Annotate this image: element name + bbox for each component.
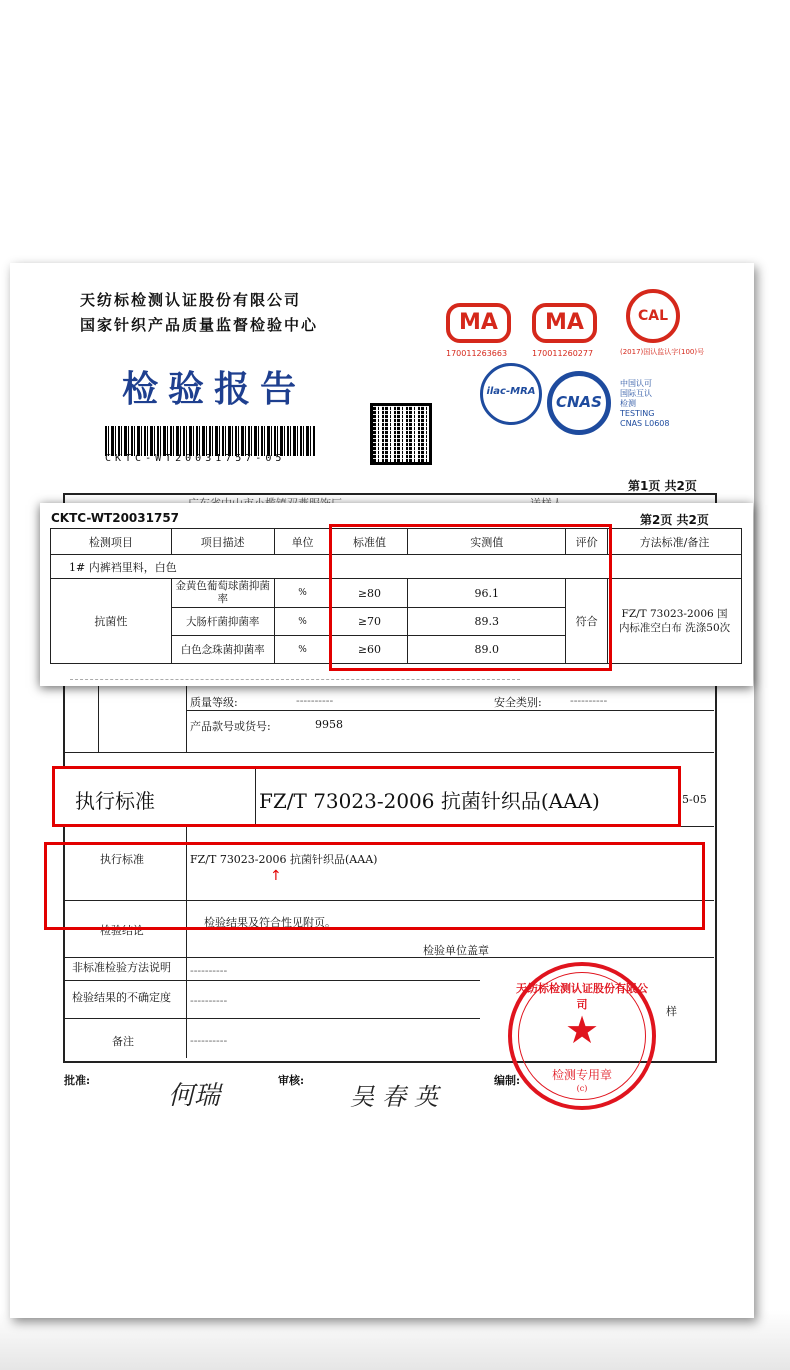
standard-value: FZ/T 73023-2006 抗菌针织品(AAA) [190,853,378,866]
unit-cell: % [274,579,331,608]
safety-label: 安全类别: [494,696,542,709]
qr-code [370,403,432,465]
seal-bottom-text: 检测专用章 [551,1068,612,1082]
divider [64,980,480,981]
quality-grade-value: ---------- [296,694,334,707]
header-cell: 方法标准/备注 [608,529,742,555]
model-label: 产品款号或货号: [190,720,271,733]
model-value: 9958 [315,718,343,731]
sample-line: 1# 内裤裆里料，白色 [51,555,742,579]
standard-cell: ≥80 [331,579,408,608]
cnas-text-line: 国际互认 [620,389,652,398]
cnas-text-line: 检测 [620,399,636,408]
zoomed-standard-value: FZ/T 73023-2006 抗菌针织品(AAA) [259,789,600,813]
method-cell: FZ/T 73023-2006 国内标准空白布 洗涤50次 [608,579,742,664]
divider [98,686,99,752]
right-partial: 5-05 [682,793,707,806]
approver-signature: 何瑞 [168,1081,221,1111]
conclusion-label: 检验结论 [100,924,144,937]
org-name-line2: 国家针织产品质量监督检验中心 [80,316,319,334]
unit-cell: % [274,636,331,664]
star-icon: ★ [564,1008,600,1052]
cnas-logo [547,371,611,435]
standard-row-highlight [44,842,705,930]
review-label: 审核: [278,1074,305,1087]
ilac-logo [480,363,542,425]
cal-number: (2017)国认监认字(100)号 [620,348,705,356]
page-bottom-shade [0,1310,790,1370]
cma-logo-1 [446,303,511,358]
cma-mark-icon: MA [532,303,597,343]
official-seal [508,962,656,1110]
seal-text: 天纺标检测认证股份有限公司 [516,982,648,1011]
quality-grade-label: 质量等级: [190,696,238,709]
results-page-overlay [40,503,753,686]
remarks-value: ---------- [190,1034,228,1047]
header-cell: 评价 [566,529,608,555]
divider [186,710,714,711]
dashed-separator [70,679,520,680]
value-cell: 96.1 [408,579,566,608]
reviewer-signature: 吴春英 [350,1083,446,1111]
cma-logo-2 [532,303,597,358]
uncertainty-value: ---------- [190,994,228,1007]
cal-logo [620,289,705,357]
desc-cell: 金黄色葡萄球菌抑菌率 [171,579,274,608]
cma-number: 170011263663 [446,349,508,358]
cma-number: 170011260277 [532,349,594,358]
barcode [105,426,315,456]
evaluation-cell: 符合 [566,579,608,664]
zoomed-standard-callout [52,766,681,827]
divider [64,752,714,753]
cnas-mark-icon: CNAS [556,393,602,411]
nonstandard-value: ---------- [190,964,228,977]
cal-mark-icon: CAL [626,289,680,343]
standard-cell: ≥60 [331,636,408,664]
uncertainty-label: 检验结果的不确定度 [72,991,171,1004]
cnas-text-line: 中国认可 [620,379,652,388]
cnas-text-line: TESTING [620,409,655,418]
header-cell: 检测项目 [51,529,172,555]
stamp-note: 检验单位盖章 [423,944,489,957]
standard-cell: ≥70 [331,608,408,636]
header-cell: 项目描述 [171,529,274,555]
nonstandard-label: 非标准检验方法说明 [72,961,171,974]
result-report-no: CKTC-WT20031757 [51,511,180,525]
item-cell: 抗菌性 [51,579,172,664]
prepare-label: 编制: [494,1074,521,1087]
safety-value: ---------- [570,694,608,707]
side-partial: 样 [666,1005,677,1018]
header-cell: 单位 [274,529,331,555]
arrow-up-icon: ↑ [270,868,282,884]
cnas-text [620,379,669,429]
cnas-text-line: CNAS L0608 [620,419,670,428]
result-page-info: 第2页 共2页 [640,513,709,527]
report-title: 检验报告 [122,368,307,410]
value-cell: 89.3 [408,608,566,636]
cma-mark-icon: MA [446,303,511,343]
conclusion-value: 检验结果及符合性见附页。 [204,916,336,929]
barcode-text: CKTC-WT20031757-05 [105,453,286,464]
remarks-label: 备注 [112,1035,134,1048]
standard-label: 执行标准 [100,853,144,866]
value-cell: 89.0 [408,636,566,664]
header-cell: 实测值 [408,529,566,555]
unit-cell: % [274,608,331,636]
desc-cell: 大肠杆菌抑菌率 [171,608,274,636]
divider [255,769,256,824]
page-info: 第1页 共2页 [628,479,697,493]
divider [64,1018,480,1019]
ilac-mark-icon: ilac-MRA [486,386,536,397]
header-cell: 标准值 [331,529,408,555]
results-highlight-box [329,524,612,671]
divider [186,686,187,752]
zoomed-standard-label: 执行标准 [75,789,155,813]
divider [64,957,714,958]
desc-cell: 白色念珠菌抑菌率 [171,636,274,664]
seal-code: (c) [576,1084,588,1093]
org-name-line1: 天纺标检测认证股份有限公司 [80,291,302,309]
approve-label: 批准: [64,1074,91,1087]
